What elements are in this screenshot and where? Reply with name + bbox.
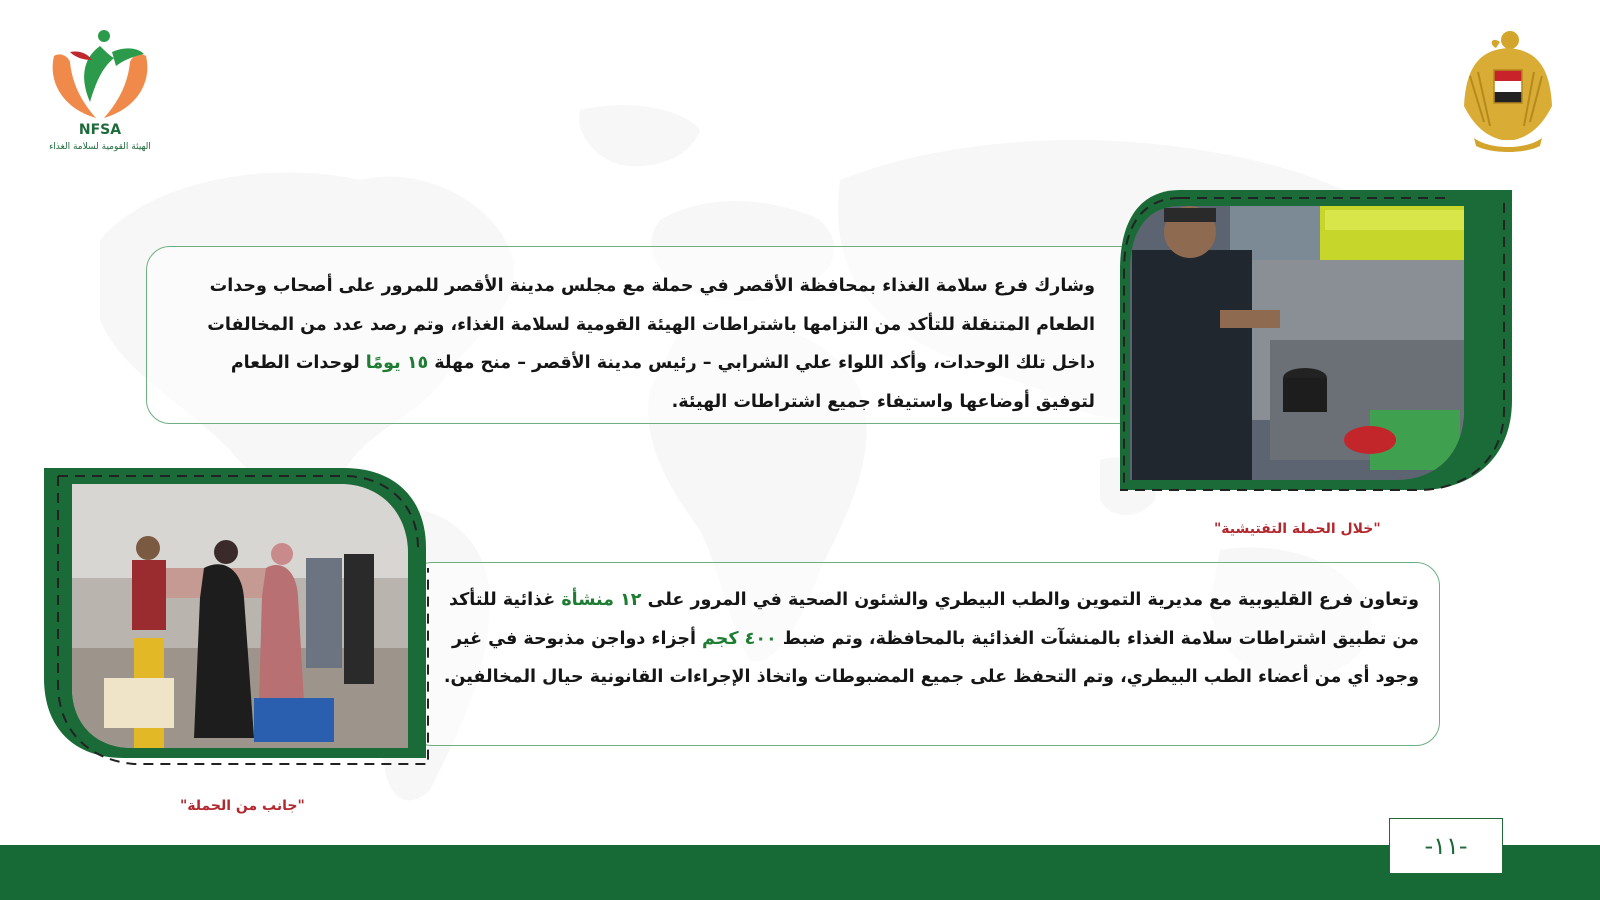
section-2-paragraph	[429, 581, 1419, 697]
section-1-paragraph	[177, 267, 1095, 421]
section-1-text-box	[146, 246, 1146, 424]
section-1-caption: "خلال الحملة التفتيشية"	[1214, 521, 1381, 537]
egypt-eagle-emblem-icon	[1460, 26, 1556, 154]
section-2-photo-frame	[44, 468, 434, 784]
nfsa-logo-abbr: NFSA	[78, 122, 122, 138]
section-2-text-box	[408, 562, 1440, 746]
section-1-text-before: وشارك فرع سلامة الغذاء بمحافظة الأقصر في حملة مع مجلس مدينة الأقصر للمرور على أصحاب وحدات الطعام المتنقلة للتأكد من التزامها باشتراطات الهيئة القومية لسلامة الغذاء، وتم رصد عدد من المخالفات داخل تلك الوحدات، وأكد اللواء علي الشرابي – رئيس مدينة الأقصر – منح مهلة	[207, 276, 1095, 373]
page-number: -١١-	[1389, 818, 1503, 874]
nfsa-logo-name: الهيئة القومية لسلامة الغذاء	[49, 142, 151, 152]
section-2-highlight-1: ١٢ منشأة	[561, 590, 642, 610]
nfsa-logo	[40, 26, 160, 166]
poultry-facility-photo	[44, 468, 434, 784]
section-1-photo-frame	[1120, 190, 1512, 508]
section-2-caption: "جانب من الحملة"	[180, 798, 305, 814]
section-2-text-1: وتعاون فرع القليوبية مع مديرية التموين والطب البيطري والشئون الصحية في المرور على	[647, 590, 1419, 610]
section-1-highlight: ١٥ يومًا	[365, 353, 429, 373]
section-1-text-after: لوحدات الطعام لتوفيق أوضاعها واستيفاء جميع اشتراطات الهيئة.	[230, 353, 1095, 412]
section-2-highlight-2: ٤٠٠ كجم	[702, 628, 777, 649]
footer-bar	[0, 845, 1600, 900]
section-2-text-3: أجزاء دواجن مذبوحة في غير وجود أي من أعضاء الطب البيطري، وتم التحفظ على جميع المضبوطات واتخاذ الإجراءات القانونية حيال المخالفين.	[443, 628, 1419, 687]
section-2-text-2: غذائية للتأكد من تطبيق اشتراطات سلامة الغذاء بالمنشآت الغذائية بالمحافظة، وتم ضبط	[449, 590, 1419, 649]
nfsa-hands-logo-icon	[40, 26, 160, 126]
